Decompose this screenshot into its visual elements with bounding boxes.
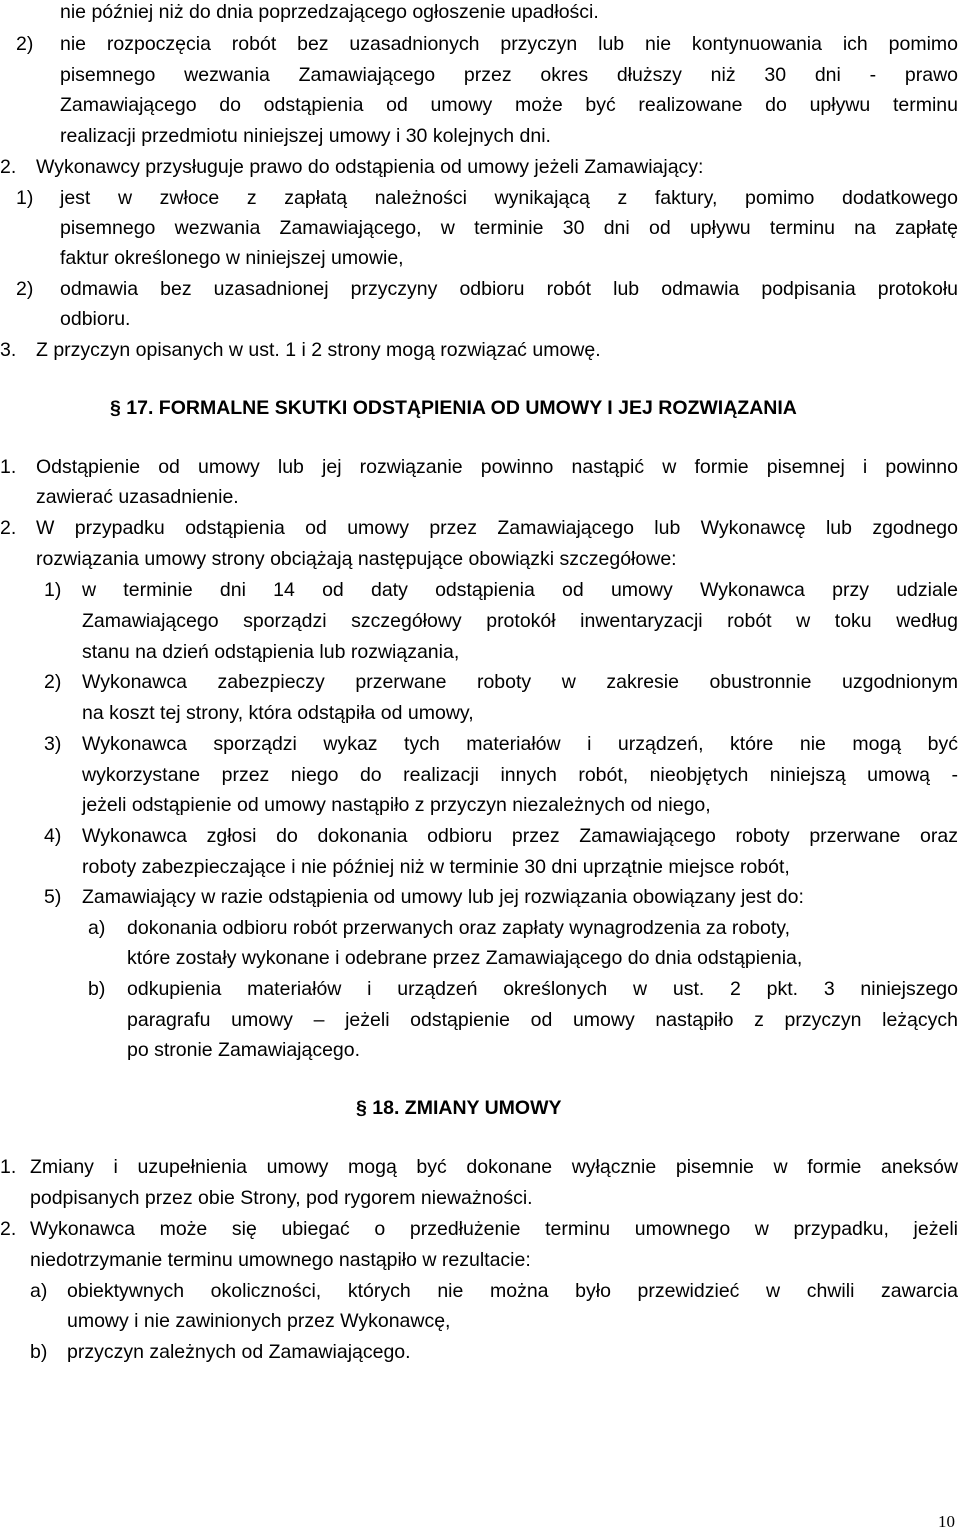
text-line: pisemnego wezwania Zamawiającego przez okres dłuższy niż 30 dni - prawo [60, 64, 958, 86]
text-line: Wykonawca zabezpieczy przerwane roboty w zakresie obustronnie uzgodnionym [82, 671, 958, 693]
text-line: na koszt tej strony, która odstąpiła od umowy, [82, 702, 474, 724]
text-line: jest w zwłoce z zapłatą należności wynikającą z faktury, pomimo dodatkowego [60, 187, 958, 209]
text-line: zawierać uzasadnienie. [36, 486, 239, 508]
list-number: 1) [44, 579, 62, 601]
text-line: Wykonawca zgłosi do dokonania odbioru przez Zamawiającego roboty przerwane oraz [82, 825, 958, 847]
list-number: 5) [44, 886, 62, 908]
section-heading: § 18. ZMIANY UMOWY [356, 1097, 562, 1119]
text-line: Zmiany i uzupełnienia umowy mogą być dokonane wyłącznie pisemnie w formie aneksów [30, 1156, 958, 1178]
text-line: faktur określonego w niniejszej umowie, [60, 247, 404, 269]
text-line: odmawia bez uzasadnionej przyczyny odbioru robót lub odmawia podpisania protokołu [60, 278, 958, 300]
text-line: przyczyn zależnych od Zamawiającego. [67, 1341, 411, 1363]
text-line: po stronie Zamawiającego. [127, 1039, 361, 1061]
text-line: odbioru. [60, 308, 131, 330]
text-line: rozwiązania umowy strony obciążają następujące obowiązki szczegółowe: [36, 548, 677, 570]
list-letter: b) [30, 1341, 48, 1363]
paragraph-number: 1. [0, 456, 17, 478]
text-line: stanu na dzień odstąpienia lub rozwiązania, [82, 641, 460, 663]
text-line: Z przyczyn opisanych w ust. 1 i 2 strony mogą rozwiązać umowę. [36, 339, 601, 361]
list-number: 4) [44, 825, 62, 847]
text-line: Wykonawcy przysługuje prawo do odstąpienia od umowy jeżeli Zamawiający: [36, 156, 704, 178]
list-number: 1) [16, 187, 34, 209]
list-number: 2) [44, 671, 62, 693]
text-line: dokonania odbioru robót przerwanych oraz zapłaty wynagrodzenia za roboty, [127, 917, 791, 939]
text-line: jeżeli odstąpienie od umowy nastąpiło z przyczyn niezależnych od niego, [82, 794, 711, 816]
text-line: w terminie dni 14 od daty odstąpienia od umowy Wykonawca przy udziale [82, 579, 958, 601]
text-line: realizacji przedmiotu niniejszej umowy i 30 kolejnych dni. [60, 125, 551, 147]
list-number: 2) [16, 278, 34, 300]
list-number: 2) [16, 33, 34, 55]
paragraph-number: 3. [0, 339, 17, 361]
text-line: obiektywnych okoliczności, których nie można było przewidzieć w chwili zawarcia [67, 1280, 958, 1302]
text-line: nie rozpoczęcia robót bez uzasadnionych przyczyn lub nie kontynuowania ich pomimo [60, 33, 958, 55]
text-line: umowy i nie zawinionych przez Wykonawcę, [67, 1310, 451, 1332]
list-letter: a) [88, 917, 106, 939]
text-line: Wykonawca może się ubiegać o przedłużenie terminu umownego w przypadku, jeżeli [30, 1218, 958, 1240]
text-line: wykorzystane przez niego do realizacji innych robót, nieobjętych niniejszą umową - [82, 764, 958, 786]
text-line: Zamawiającego sporządzi szczegółowy protokół inwentaryzacji robót w toku według [82, 610, 958, 632]
section-heading: § 17. FORMALNE SKUTKI ODSTĄPIENIA OD UMOWY I JEJ ROZWIĄZANIA [110, 397, 797, 419]
text-line: nie później niż do dnia poprzedzającego ogłoszenie upadłości. [60, 1, 599, 23]
text-line: podpisanych przez obie Strony, pod rygorem nieważności. [30, 1187, 533, 1209]
list-letter: a) [30, 1280, 48, 1302]
paragraph-number: 2. [0, 156, 17, 178]
text-line: niedotrzymanie terminu umownego nastąpiło w rezultacie: [30, 1249, 531, 1271]
text-line: Zamawiający w razie odstąpienia od umowy lub jej rozwiązania obowiązany jest do: [82, 886, 804, 908]
text-line: które zostały wykonane i odebrane przez Zamawiającego do dnia odstąpienia, [127, 947, 803, 969]
text-line: pisemnego wezwania Zamawiającego, w terminie 30 dni od upływu terminu na zapłatę [60, 217, 958, 239]
paragraph-number: 2. [0, 517, 17, 539]
paragraph-number: 1. [0, 1156, 17, 1178]
text-line: Odstąpienie od umowy lub jej rozwiązanie powinno nastąpić w formie pisemnej i powinno [36, 456, 958, 478]
text-line: paragrafu umowy – jeżeli odstąpienie od umowy nastąpiło z przyczyn leżących [127, 1009, 958, 1031]
text-line: Wykonawca sporządzi wykaz tych materiałów i urządzeń, które nie mogą być [82, 733, 958, 755]
paragraph-number: 2. [0, 1218, 17, 1240]
text-line: Zamawiającego do odstąpienia od umowy może być realizowane do upływu terminu [60, 94, 958, 116]
text-line: W przypadku odstąpienia od umowy przez Zamawiającego lub Wykonawcę lub zgodnego [36, 517, 958, 539]
list-letter: b) [88, 978, 106, 1000]
page-number: 10 [938, 1512, 955, 1531]
text-line: odkupienia materiałów i urządzeń określonych w ust. 2 pkt. 3 niniejszego [127, 978, 958, 1000]
list-number: 3) [44, 733, 62, 755]
text-line: roboty zabezpieczające i nie później niż w terminie 30 dni uprzątnie miejsce robót, [82, 856, 790, 878]
